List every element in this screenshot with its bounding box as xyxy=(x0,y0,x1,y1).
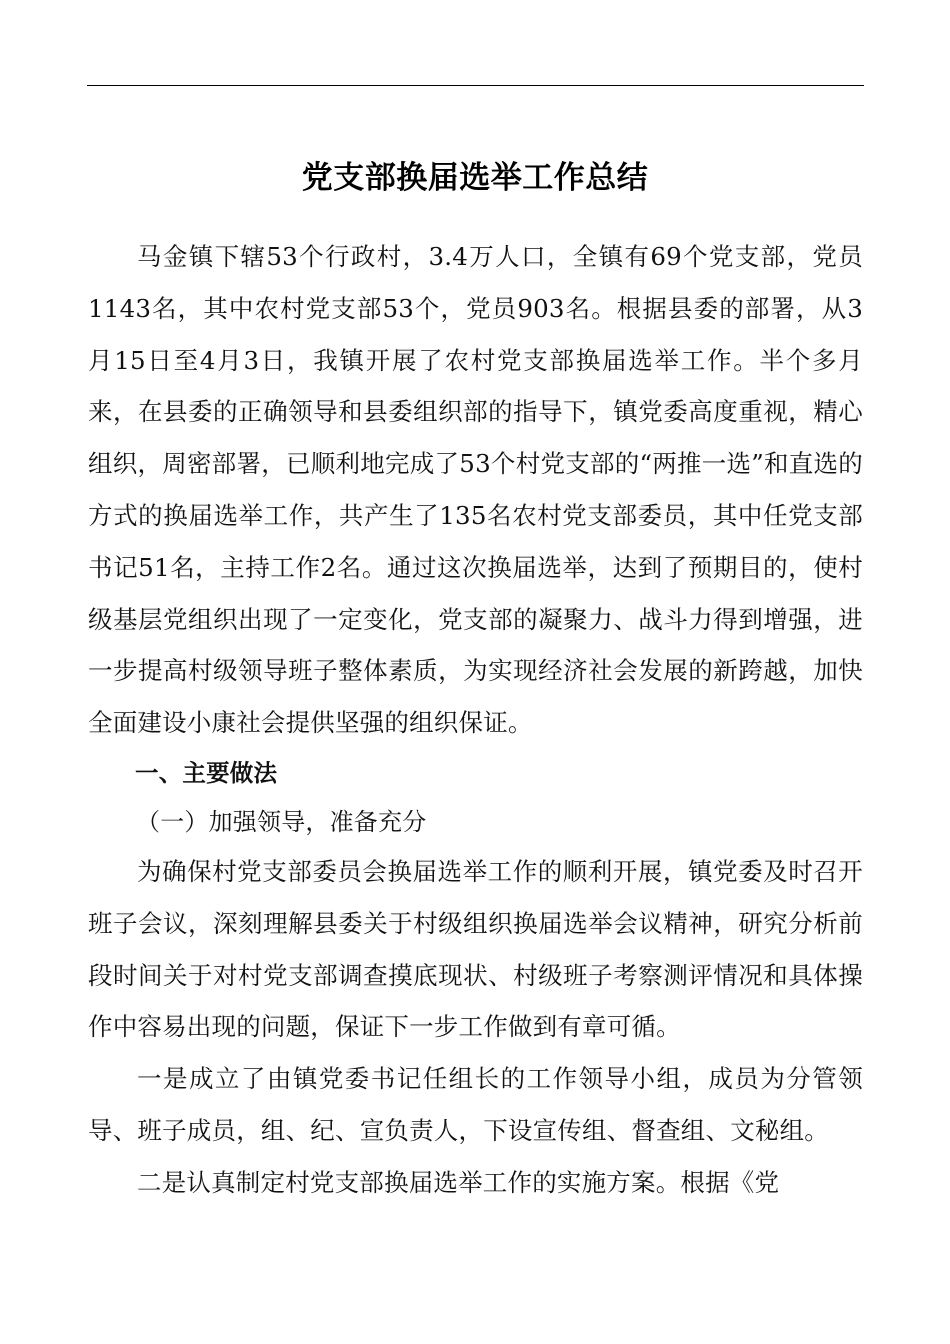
paragraph-leading-group: 一是成立了由镇党委书记任组长的工作领导小组，成员为分管领导、班子成员，组、纪、宣负责人，下设宣传组、督查组、文秘组。 xyxy=(88,1064,863,1145)
document-body xyxy=(88,231,863,1209)
paragraph-intro: 马金镇下辖53个行政村，3.4万人口，全镇有69个党支部，党员1143名，其中农村党支部53个，党员903名。根据县委的部署，从3月15日至4月3日，我镇开展了农村党支部换届选举工作。半个多月来，在县委的正确领导和县委组织部的指导下，镇党委高度重视，精心组织，周密部署，已顺利地完成了53个村党支部的“两推一选”和直选的方式的换届选举工作，共产生了135名农村党支部委员，其中任党支部书记51名，主持工作2名。通过这次换届选举，达到了预期目的，使村级基层党组织出现了一定变化，党支部的凝聚力、战斗力得到增强，进一步提高村级领导班子整体素质，为实现经济社会发展的新跨越，加快全面建设小康社会提供坚强的组织保证。 xyxy=(88,242,863,738)
paragraph-implementation-plan: 二是认真制定村党支部换届选举工作的实施方案。根据《党 xyxy=(137,1167,780,1197)
header-rule xyxy=(87,85,864,86)
subsection-heading-leadership: （一）加强领导，准备充分 xyxy=(136,807,427,836)
section-heading-main-methods: 一、主要做法 xyxy=(135,758,278,787)
paragraph-meeting: 为确保村党支部委员会换届选举工作的顺利开展，镇党委及时召开班子会议，深刻理解县委关于村级组织换届选举会议精神，研究分析前段时间关于对村党支部调查摸底现状、村级班子考察测评情况和具体操作中容易出现的问题，保证下一步工作做到有章可循。 xyxy=(88,856,863,1042)
document-title: 党支部换届选举工作总结 xyxy=(301,160,649,196)
